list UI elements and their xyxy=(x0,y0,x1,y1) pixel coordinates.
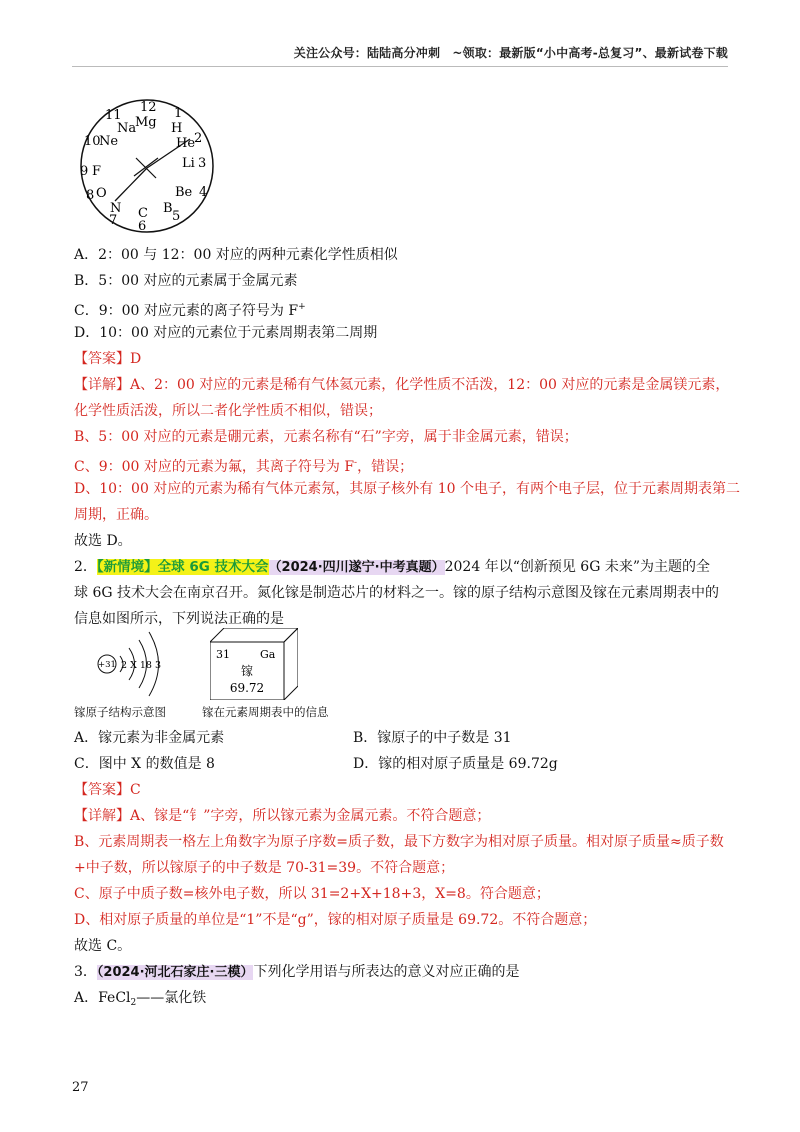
q1-option-a: A．2：00 与 12：00 对应的两种元素化学性质相似 xyxy=(74,247,398,263)
q1-detail-line: D、10：00 对应的元素为稀有气体元素氖，其原子核外有 10 个电子，有两个电子层，位于元素周期表第二 xyxy=(74,481,741,497)
cell-atomic-number: 31 xyxy=(216,648,230,661)
gallium-atom-diagram xyxy=(94,628,174,700)
q1-detail-c-sup: - xyxy=(354,458,358,468)
q3-number: 3． xyxy=(74,964,97,980)
q3-stem: 下列化学用语与所表达的意义对应正确的是 xyxy=(253,964,520,980)
q1-detail-c-end: ，错误； xyxy=(357,459,414,475)
clock-label: O xyxy=(96,186,107,201)
q1-option-c xyxy=(74,297,306,321)
element-clock-figure xyxy=(72,96,222,236)
clock-label: 5 xyxy=(172,209,181,224)
atom-caption: 镓原子结构示意图 xyxy=(74,705,166,719)
q2-source: （2024·四川遂宁·中考真题） xyxy=(268,560,445,575)
periodic-cell-frame xyxy=(210,628,298,700)
cell-caption: 镓在元素周期表中的信息 xyxy=(202,705,329,719)
clock-label: 2 xyxy=(194,131,203,146)
q2-detail-line: +中子数，所以镓原子的中子数是 70-31=39。不符合题意； xyxy=(74,860,455,876)
clock-label: Be xyxy=(175,185,193,200)
q1-detail-c-text: C、9：00 对应的元素为氟，其离子符号为 F xyxy=(74,459,355,475)
q2-option-b: B．镓原子的中子数是 31 xyxy=(353,730,512,746)
q2-option-d: D．镓的相对原子质量是 69.72g xyxy=(353,756,558,772)
q2-answer: 【答案】C xyxy=(74,782,141,798)
q2-detail-line: D、相对原子质量的单位是“1”不是“g”，镓的相对原子质量是 69.72。不符合题意； xyxy=(74,912,597,928)
q3-option-a-sub: 2 xyxy=(130,998,137,1008)
clock-hand-tick-2 xyxy=(134,158,158,176)
q2-tag: 【新情境】全球 6G 技术大会 xyxy=(96,559,269,575)
clock-label: 12 xyxy=(140,100,157,115)
q1-detail-line: 化学性质活泼，所以二者化学性质不相似，错误； xyxy=(74,403,382,419)
gallium-periodic-cell xyxy=(210,628,298,700)
clock-label: 3 xyxy=(198,156,207,171)
clock-label: H xyxy=(171,121,183,136)
q1-answer: 【答案】D xyxy=(74,351,142,367)
q2-detail-line: 【详解】A、镓是“钅”字旁，所以镓元素为金属元素。不符合题意； xyxy=(74,808,491,824)
header-divider xyxy=(72,66,728,67)
clock-label: 4 xyxy=(199,185,208,200)
clock-label: 11 xyxy=(105,108,122,123)
q2-conclusion: 故选 C。 xyxy=(74,938,132,954)
q2-detail-line: B、元素周期表一格左上角数字为原子序数=质子数，最下方数字为相对原子质量。相对原子质量≈质子数 xyxy=(74,834,724,850)
page-header: 关注公众号：陆陆高分冲刺 ~领取：最新版“小中高考-总复习”、最新试卷下载 xyxy=(293,46,728,60)
clock-label: Na xyxy=(117,121,137,136)
q1-detail-line: B、5：00 对应的元素是硼元素，元素名称有“石”字旁，属于非金属元素，错误； xyxy=(74,429,578,445)
q3-source: （2024·河北石家庄·三模） xyxy=(96,965,254,980)
cell-name: 镓 xyxy=(240,664,254,678)
q3-option-a-post: ——氯化铁 xyxy=(136,990,207,1006)
q3-stem-line xyxy=(74,962,519,983)
q2-option-c: C．图中 X 的数值是 8 xyxy=(74,756,215,772)
clock-label: F xyxy=(92,164,102,179)
q1-conclusion: 故选 D。 xyxy=(74,533,132,549)
q2-number: 2． xyxy=(74,559,97,575)
clock-label: 1 xyxy=(174,106,183,121)
atom-shell-numbers: 2 X 18 3 xyxy=(121,660,161,671)
q2-stem-1: 2024 年以“创新预见 6G 未来”为主题的全 xyxy=(444,559,710,575)
q3-option-a xyxy=(74,988,206,1013)
q2-detail-line: C、原子中质子数=核外电子数，所以 31=2+X+18+3，X=8。符合题意； xyxy=(74,886,550,902)
clock-label: N xyxy=(110,201,122,216)
cell-mass: 69.72 xyxy=(229,681,265,695)
q2-option-a: A．镓元素为非金属元素 xyxy=(74,730,225,746)
clock-label: Mg xyxy=(135,115,157,130)
q1-option-c-sup: + xyxy=(298,302,306,312)
page-number: 27 xyxy=(72,1080,89,1095)
clock-label: C xyxy=(138,206,148,221)
cell-symbol: Ga xyxy=(260,648,276,661)
q3-option-a-pre: A．FeCl xyxy=(74,990,131,1006)
clock-label: He xyxy=(176,136,196,151)
atom-nucleus-label: +31 xyxy=(98,660,116,670)
q1-option-c-text: C．9：00 对应元素的离子符号为 F xyxy=(74,303,299,319)
q1-detail-line: 【详解】A、2：00 对应的元素是稀有气体氦元素，化学性质不活泼，12：00 对应的元素是金属镁元素， xyxy=(74,377,730,393)
q2-stem-2: 球 6G 技术大会在南京召开。氮化镓是制造芯片的材料之一。镓的原子结构示意图及镓在元素周期表中的 xyxy=(74,585,719,601)
q1-option-b: B．5：00 对应的元素属于金属元素 xyxy=(74,273,298,289)
clock-label: 7 xyxy=(109,213,118,228)
q2-stem-3: 信息如图所示，下列说法正确的是 xyxy=(74,611,284,627)
q1-detail-line xyxy=(74,453,413,477)
clock-label: 6 xyxy=(138,219,147,234)
clock-label: 8 xyxy=(86,188,95,203)
clock-label: B xyxy=(163,201,173,216)
q1-option-d: D．10：00 对应的元素位于元素周期表第二周期 xyxy=(74,325,378,341)
q2-stem-line xyxy=(74,557,710,578)
clock-label: 9 xyxy=(80,164,89,179)
q1-detail-line: 周期，正确。 xyxy=(74,507,158,523)
clock-label: Li xyxy=(182,156,195,171)
clock-hand-short xyxy=(115,168,147,201)
clock-label: 10 xyxy=(84,134,101,149)
clock-label: Ne xyxy=(99,134,119,149)
